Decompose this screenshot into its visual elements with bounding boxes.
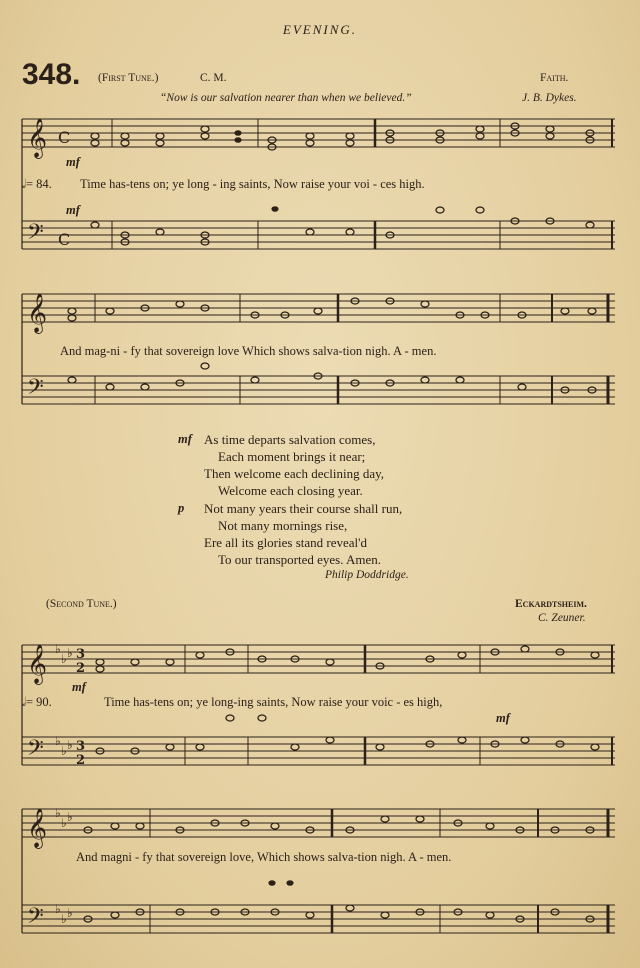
bass-notes-1 — [91, 207, 594, 245]
flat-icon: ♭ — [55, 734, 61, 748]
verse-2-dynamic: p — [178, 501, 185, 515]
flat-icon: ♭ — [61, 652, 67, 666]
verse-1-line-3: Then welcome each declining day, — [204, 466, 384, 481]
tempo-marking-2 — [22, 695, 52, 710]
second-tune-label: (Second Tune.) — [46, 598, 117, 610]
bass-notes-4 — [84, 905, 594, 922]
treble-notes-4 — [84, 816, 594, 833]
half-note-icon: 𝅗𝅥 — [22, 695, 26, 709]
flat-icon: ♭ — [67, 646, 73, 660]
verse-2-line-3: Ere all its glories stand reveal'd — [204, 535, 367, 550]
music-system-4 — [0, 795, 640, 965]
verse-1-line-4: Welcome each closing year. — [218, 483, 363, 498]
bass-staff-4 — [22, 905, 615, 933]
key-signature-4 — [55, 806, 73, 926]
flat-icon: ♭ — [55, 806, 61, 820]
treble-clef-3-icon: 𝄞 — [27, 644, 48, 684]
flat-icon: ♭ — [61, 816, 67, 830]
tempo-value-2: = 90. — [25, 695, 52, 709]
dynamic-mf-bass-1: mf — [66, 203, 80, 217]
author: Philip Doddridge. — [325, 569, 409, 581]
svg-text:3: 3 — [76, 739, 86, 754]
flat-icon: ♭ — [61, 744, 67, 758]
lyrics-line-1: Time has-tens on; ye long - ing saints, Now raise your voi - ces high. — [80, 177, 425, 191]
common-time-bass-icon: C — [58, 230, 71, 249]
treble-staff-1 — [22, 119, 615, 147]
page-header: EVENING. — [282, 22, 358, 37]
tempo-marking-1 — [22, 177, 52, 192]
verse-1-line-1: As time departs salvation comes, — [204, 432, 376, 447]
epigraph: “Now is our salvation nearer than when we believed.” — [160, 92, 412, 104]
first-tune-composer: J. B. Dykes. — [522, 92, 577, 104]
treble-notes-1 — [91, 123, 594, 150]
lyrics-line-3: Time has-tens on; ye long-ing saints, Now raise your voic - es high, — [104, 695, 443, 709]
flat-icon: ♭ — [67, 906, 73, 920]
lyrics-line-4: And magni - fy that sovereign love, Which shows salva-tion nigh. A - men. — [76, 850, 452, 864]
treble-notes-2 — [68, 298, 596, 321]
treble-clef-icon: 𝄞 — [27, 118, 48, 158]
bass-clef-3-icon: 𝄢 — [27, 736, 44, 766]
hymn-number: 348. — [22, 58, 81, 91]
treble-staff-3 — [22, 645, 615, 673]
treble-clef-2-icon: 𝄞 — [27, 293, 48, 333]
lyrics-line-2: And mag-ni - fy that sovereign love Which shows salva-tion nigh. A - men. — [60, 344, 437, 358]
flat-icon: ♭ — [67, 810, 73, 824]
bass-notes-2 — [68, 363, 596, 393]
treble-staff-4 — [22, 809, 615, 837]
bass-staff-1 — [22, 221, 615, 249]
bass-clef-icon: 𝄢 — [27, 220, 44, 250]
verse-2-line-1: Not many years their course shall run, — [204, 501, 403, 516]
bass-clef-2-icon: 𝄢 — [27, 375, 44, 405]
dynamic-mf-bass-3: mf — [496, 711, 510, 725]
flat-icon: ♭ — [55, 642, 61, 656]
verse-2-line-2: Not many mornings rise, — [218, 518, 348, 533]
filled-notes-4 — [268, 880, 293, 886]
svg-text:2: 2 — [76, 753, 86, 768]
bass-clef-4-icon: 𝄢 — [27, 904, 44, 934]
first-tune-name: Faith. — [540, 72, 569, 84]
flat-icon: ♭ — [61, 912, 67, 926]
bass-staff-3 — [22, 737, 615, 765]
common-time-icon: C — [58, 128, 71, 147]
tempo-value-1: = 84. — [25, 177, 52, 191]
second-tune-composer: C. Zeuner. — [538, 612, 586, 624]
svg-text:2: 2 — [76, 661, 86, 676]
meter: C. M. — [200, 72, 227, 84]
svg-text:3: 3 — [76, 647, 86, 662]
dynamic-mf-top-1: mf — [66, 155, 80, 169]
half-note-icon: 𝅗𝅥 — [22, 177, 26, 191]
flat-icon: ♭ — [55, 902, 61, 916]
verse-1-dynamic: mf — [178, 432, 192, 446]
bass-notes-3 — [96, 715, 599, 754]
treble-clef-4-icon: 𝄞 — [27, 808, 48, 848]
time-signature-3 — [76, 647, 85, 768]
flat-icon: ♭ — [67, 738, 73, 752]
second-tune-name: Eckardtsheim. — [515, 598, 587, 610]
verse-2-line-4: To our transported eyes. Amen. — [218, 552, 381, 567]
dynamic-mf-top-3: mf — [72, 680, 86, 694]
verse-1-line-2: Each moment brings it near; — [218, 449, 366, 464]
first-tune-label: (First Tune.) — [98, 72, 159, 84]
